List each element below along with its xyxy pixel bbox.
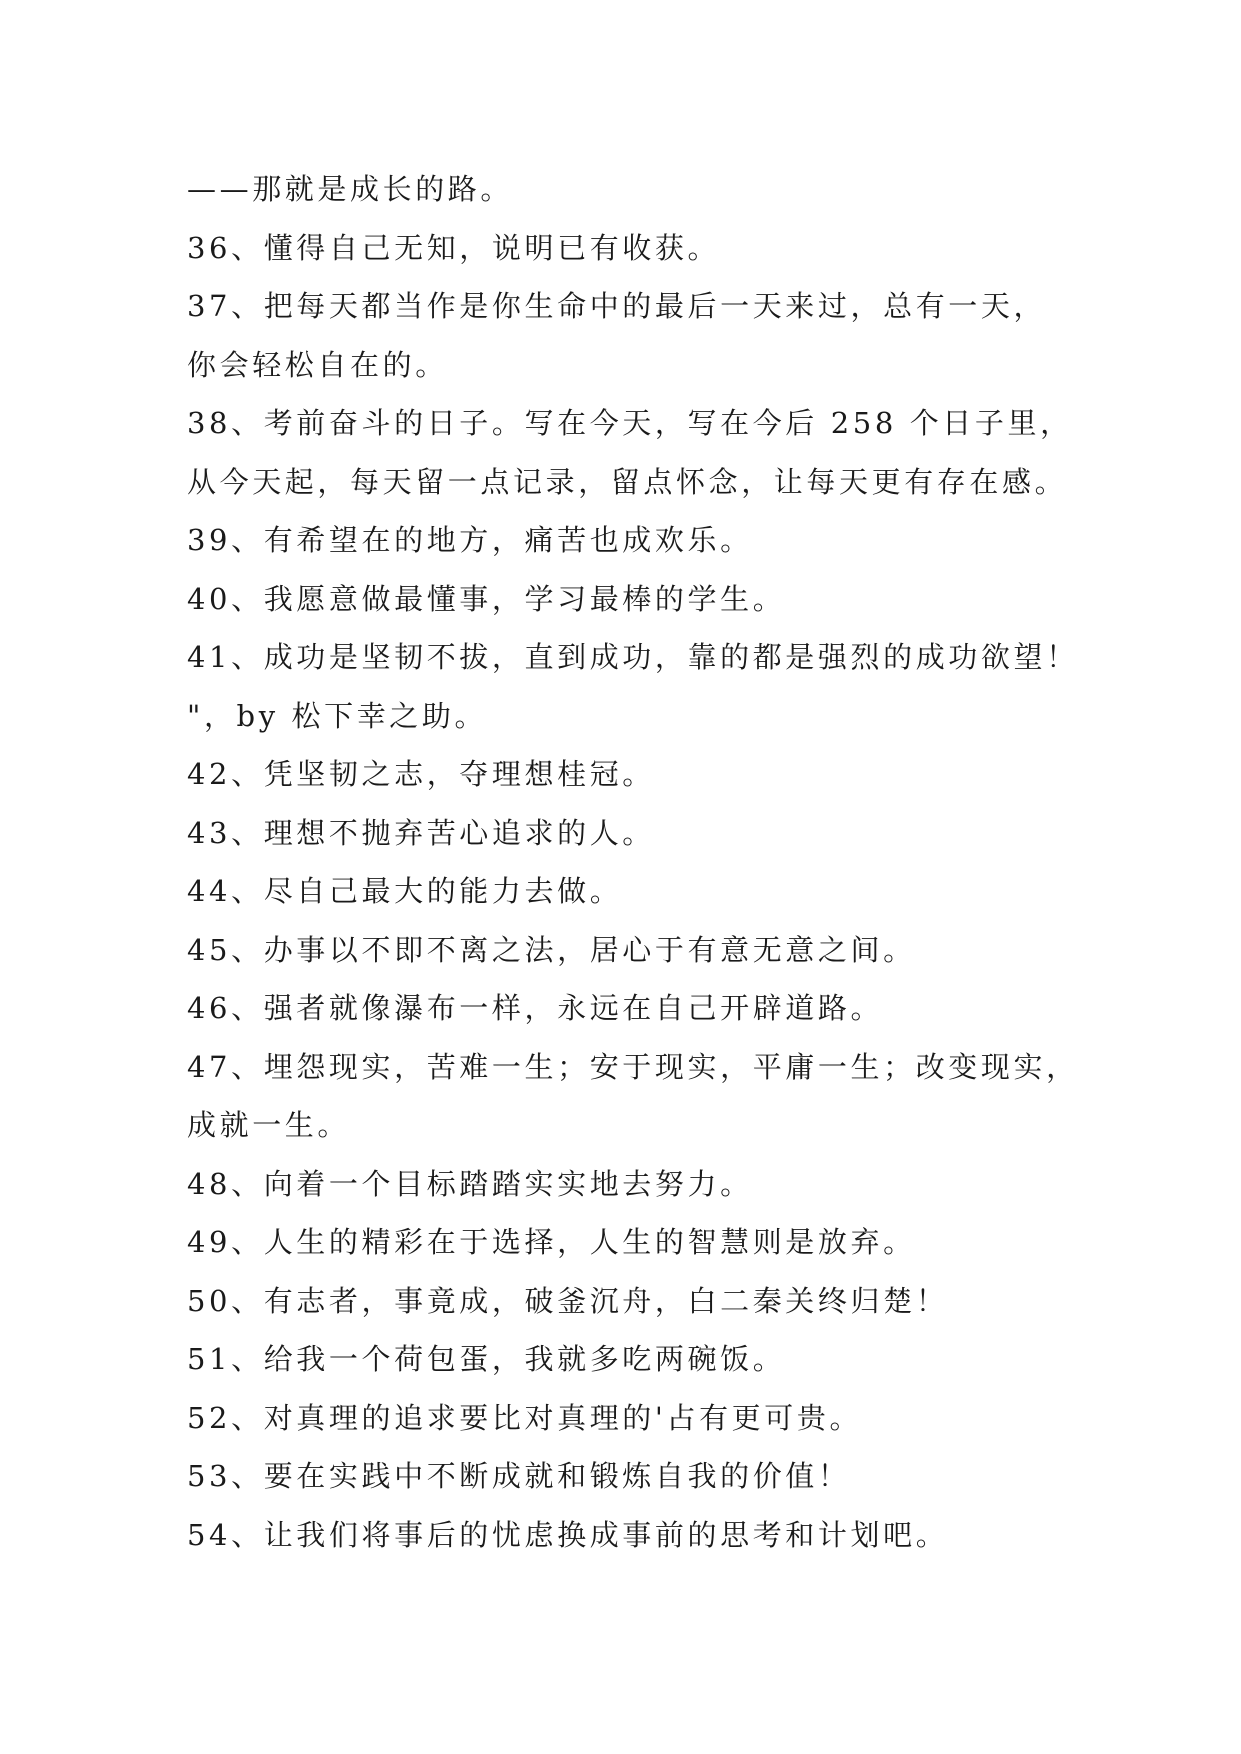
- text-line-19: 49、人生的精彩在于选择，人生的智慧则是放弃。: [187, 1225, 916, 1259]
- text-line-11: 42、凭坚韧之志，夺理想桂冠。: [187, 757, 655, 791]
- text-line-10: "，by 松下幸之助。: [187, 698, 488, 733]
- text-line-7: 39、有希望在的地方，痛苦也成欢乐。: [187, 523, 753, 557]
- text-line-17: 成就一生。: [187, 1108, 351, 1142]
- text-line-15: 46、强者就像瀑布一样，永远在自己开辟道路。: [187, 991, 884, 1025]
- text-line-1: ——那就是成长的路。: [187, 172, 514, 206]
- text-line-12: 43、理想不抛弃苦心追求的人。: [187, 815, 655, 850]
- text-line-5: 38、考前奋斗的日子。写在今天，写在今后 258 个日子里，: [187, 406, 1073, 440]
- text-line-13: 44、尽自己最大的能力去做。: [187, 874, 623, 908]
- text-line-14: 45、办事以不即不离之法，居心于有意无意之间。: [187, 932, 916, 967]
- text-line-6: 从今天起，每天留一点记录，留点怀念，让每天更有存在感。: [187, 464, 1068, 499]
- text-line-4: 你会轻松自在的。: [187, 347, 448, 382]
- text-line-9: 41、成功是坚韧不拔，直到成功，靠的都是强烈的成功欲望！: [187, 640, 1079, 674]
- text-line-24: 54、让我们将事后的忧虑换成事前的思考和计划吧。: [187, 1517, 949, 1552]
- text-line-8: 40、我愿意做最懂事，学习最棒的学生。: [187, 581, 786, 616]
- text-line-3: 37、把每天都当作是你生命中的最后一天来过，总有一天，: [187, 289, 1047, 323]
- text-line-16: 47、埋怨现实，苦难一生；安于现实，平庸一生；改变现实，: [187, 1049, 1079, 1084]
- text-line-20: 50、有志者，事竟成，破釜沉舟，白二秦关终归楚！: [187, 1283, 949, 1318]
- document-body: [187, 160, 1087, 1564]
- text-line-18: 48、向着一个目标踏踏实实地去努力。: [187, 1166, 753, 1201]
- text-line-22: 52、对真理的追求要比对真理的'占有更可贵。: [187, 1400, 863, 1435]
- text-line-23: 53、要在实践中不断成就和锻炼自我的价值！: [187, 1459, 851, 1493]
- text-line-21: 51、给我一个荷包蛋，我就多吃两碗饭。: [187, 1342, 786, 1376]
- text-line-2: 36、懂得自己无知，说明已有收获。: [187, 230, 721, 265]
